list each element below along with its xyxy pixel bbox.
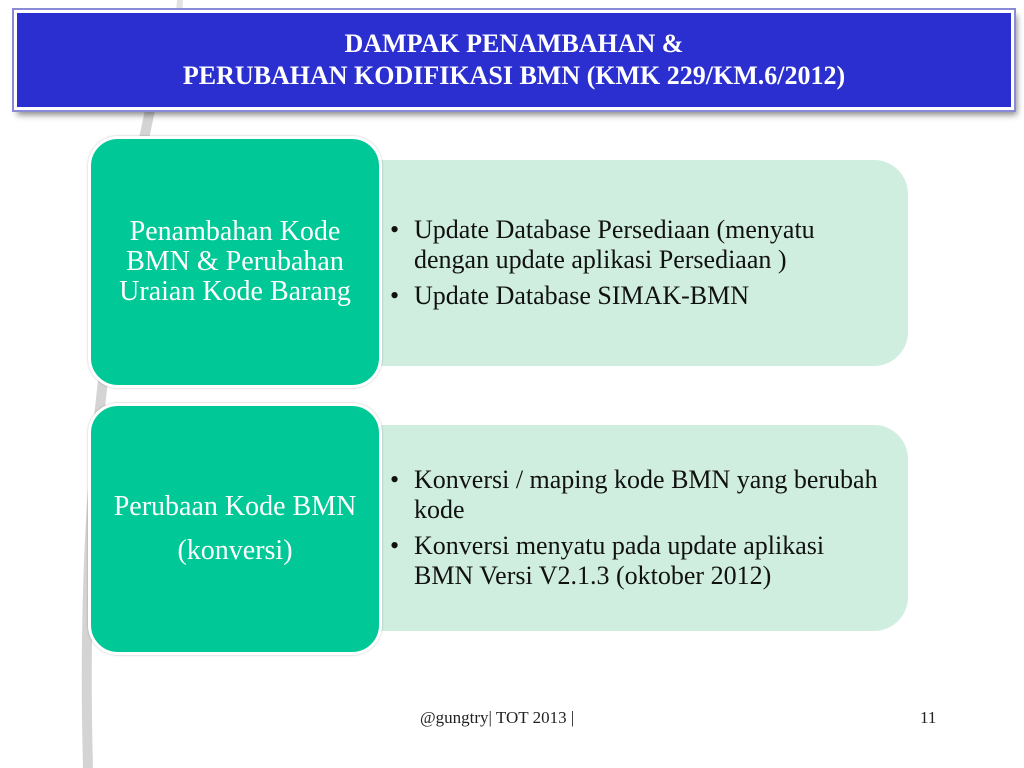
bullet-text: Update Database SIMAK-BMN [414, 281, 750, 310]
bullet-item [390, 215, 878, 275]
diagram-row-2 [88, 403, 908, 655]
bullet-item [390, 281, 878, 311]
slide-title-bar [14, 10, 1014, 110]
bullet-panel-2 [338, 425, 908, 631]
bullet-icon: • [390, 465, 400, 494]
slide-title-line-2: PERUBAHAN KODIFIKASI BMN (KMK 229/KM.6/2012) [182, 61, 846, 90]
bullet-item [390, 465, 878, 525]
category-box-label: Penambahan Kode BMN & Perubahan Uraian Kode Barang [119, 216, 351, 307]
bullet-item [390, 531, 878, 591]
diagram-row-1 [88, 136, 908, 388]
bullet-text: Konversi / maping kode BMN yang berubah kode [414, 465, 878, 524]
bullet-icon: • [390, 215, 400, 244]
bullet-panel-1 [338, 160, 908, 366]
category-box-label: Perubaan Kode BMN [113, 491, 357, 522]
footer-credit: @gungtry| TOT 2013 | [420, 708, 575, 727]
bullet-text: Update Database Persediaan (menyatu dengan update aplikasi Persediaan ) [414, 215, 815, 274]
bullet-icon: • [390, 281, 400, 310]
category-box-sublabel: (konversi) [177, 535, 293, 566]
slide-title-line-1: DAMPAK PENAMBAHAN & [344, 29, 684, 58]
category-box-2 [88, 403, 382, 655]
category-box-1 [88, 136, 382, 388]
bullet-icon: • [390, 531, 400, 560]
bullet-list-1 [390, 209, 878, 317]
bullet-text: Konversi menyatu pada update aplikasi BMN Versi V2.1.3 (oktober 2012) [414, 531, 825, 590]
bullet-list-2 [390, 459, 878, 597]
page-number: 11 [920, 708, 937, 727]
